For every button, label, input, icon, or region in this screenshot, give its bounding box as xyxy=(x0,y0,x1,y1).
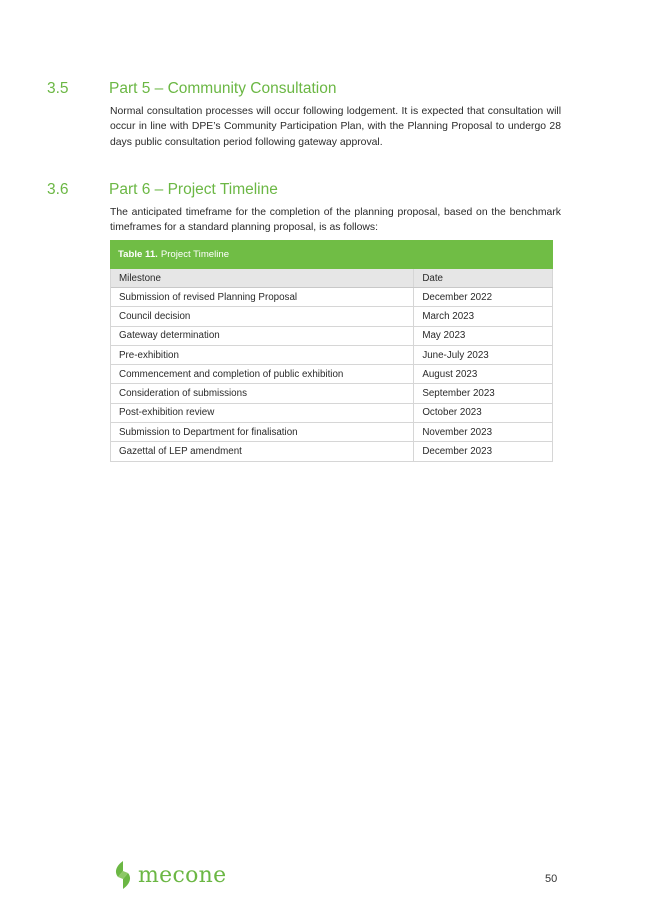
milestone-cell: Submission to Department for finalisation xyxy=(111,423,414,441)
section-paragraph: Normal consultation processes will occur following lodgement. It is expected that consultation will occur in line with DPE’s Community Participation Plan, with the Planning Proposal to undergo 28 days public consultation period following gateway approval. xyxy=(110,106,561,148)
section-title: Part 5 – Community Consultation xyxy=(109,80,337,97)
column-header-date: Date xyxy=(414,269,553,287)
date-cell: October 2023 xyxy=(414,404,553,422)
logo-text: mecone xyxy=(138,862,227,888)
date-cell: June-July 2023 xyxy=(414,346,553,364)
table-row xyxy=(111,423,553,442)
column-header-milestone: Milestone xyxy=(111,269,414,287)
page-number: 50 xyxy=(545,873,558,885)
milestone-cell: Gazettal of LEP amendment xyxy=(111,442,414,460)
section-title: Part 6 – Project Timeline xyxy=(109,181,278,198)
section-heading xyxy=(47,181,278,199)
milestone-cell: Pre-exhibition xyxy=(111,346,414,364)
table-body xyxy=(110,269,553,462)
table-row xyxy=(111,365,553,384)
date-cell: May 2023 xyxy=(414,327,553,345)
table-header-row xyxy=(111,269,553,288)
table-row xyxy=(111,442,553,461)
table-row xyxy=(111,307,553,326)
section-heading xyxy=(47,80,336,98)
table-caption xyxy=(110,240,553,269)
section-number: 3.6 xyxy=(47,181,69,198)
milestone-cell: Post-exhibition review xyxy=(111,404,414,422)
table-row xyxy=(111,384,553,403)
table-row xyxy=(111,288,553,307)
section-paragraph: The anticipated timeframe for the completion of the planning proposal, based on the benchmark timeframes for a standard planning proposal, is as follows: xyxy=(110,207,561,234)
mecone-logo xyxy=(112,860,226,890)
table-row xyxy=(111,404,553,423)
date-cell: November 2023 xyxy=(414,423,553,441)
milestone-cell: Consideration of submissions xyxy=(111,384,414,402)
section-number: 3.5 xyxy=(47,80,69,97)
milestone-cell: Submission of revised Planning Proposal xyxy=(111,288,414,306)
milestone-cell: Council decision xyxy=(111,307,414,325)
leaf-icon xyxy=(112,860,134,890)
table-caption-label: Table 11. xyxy=(118,249,158,260)
date-cell: August 2023 xyxy=(414,365,553,383)
table-caption-title: Project Timeline xyxy=(160,249,230,260)
milestone-cell: Gateway determination xyxy=(111,327,414,345)
date-cell: December 2022 xyxy=(414,288,553,306)
milestone-cell: Commencement and completion of public exhibition xyxy=(111,365,414,383)
date-cell: September 2023 xyxy=(414,384,553,402)
date-cell: March 2023 xyxy=(414,307,553,325)
table-row xyxy=(111,346,553,365)
project-timeline-table xyxy=(110,240,553,462)
date-cell: December 2023 xyxy=(414,442,553,460)
table-row xyxy=(111,327,553,346)
